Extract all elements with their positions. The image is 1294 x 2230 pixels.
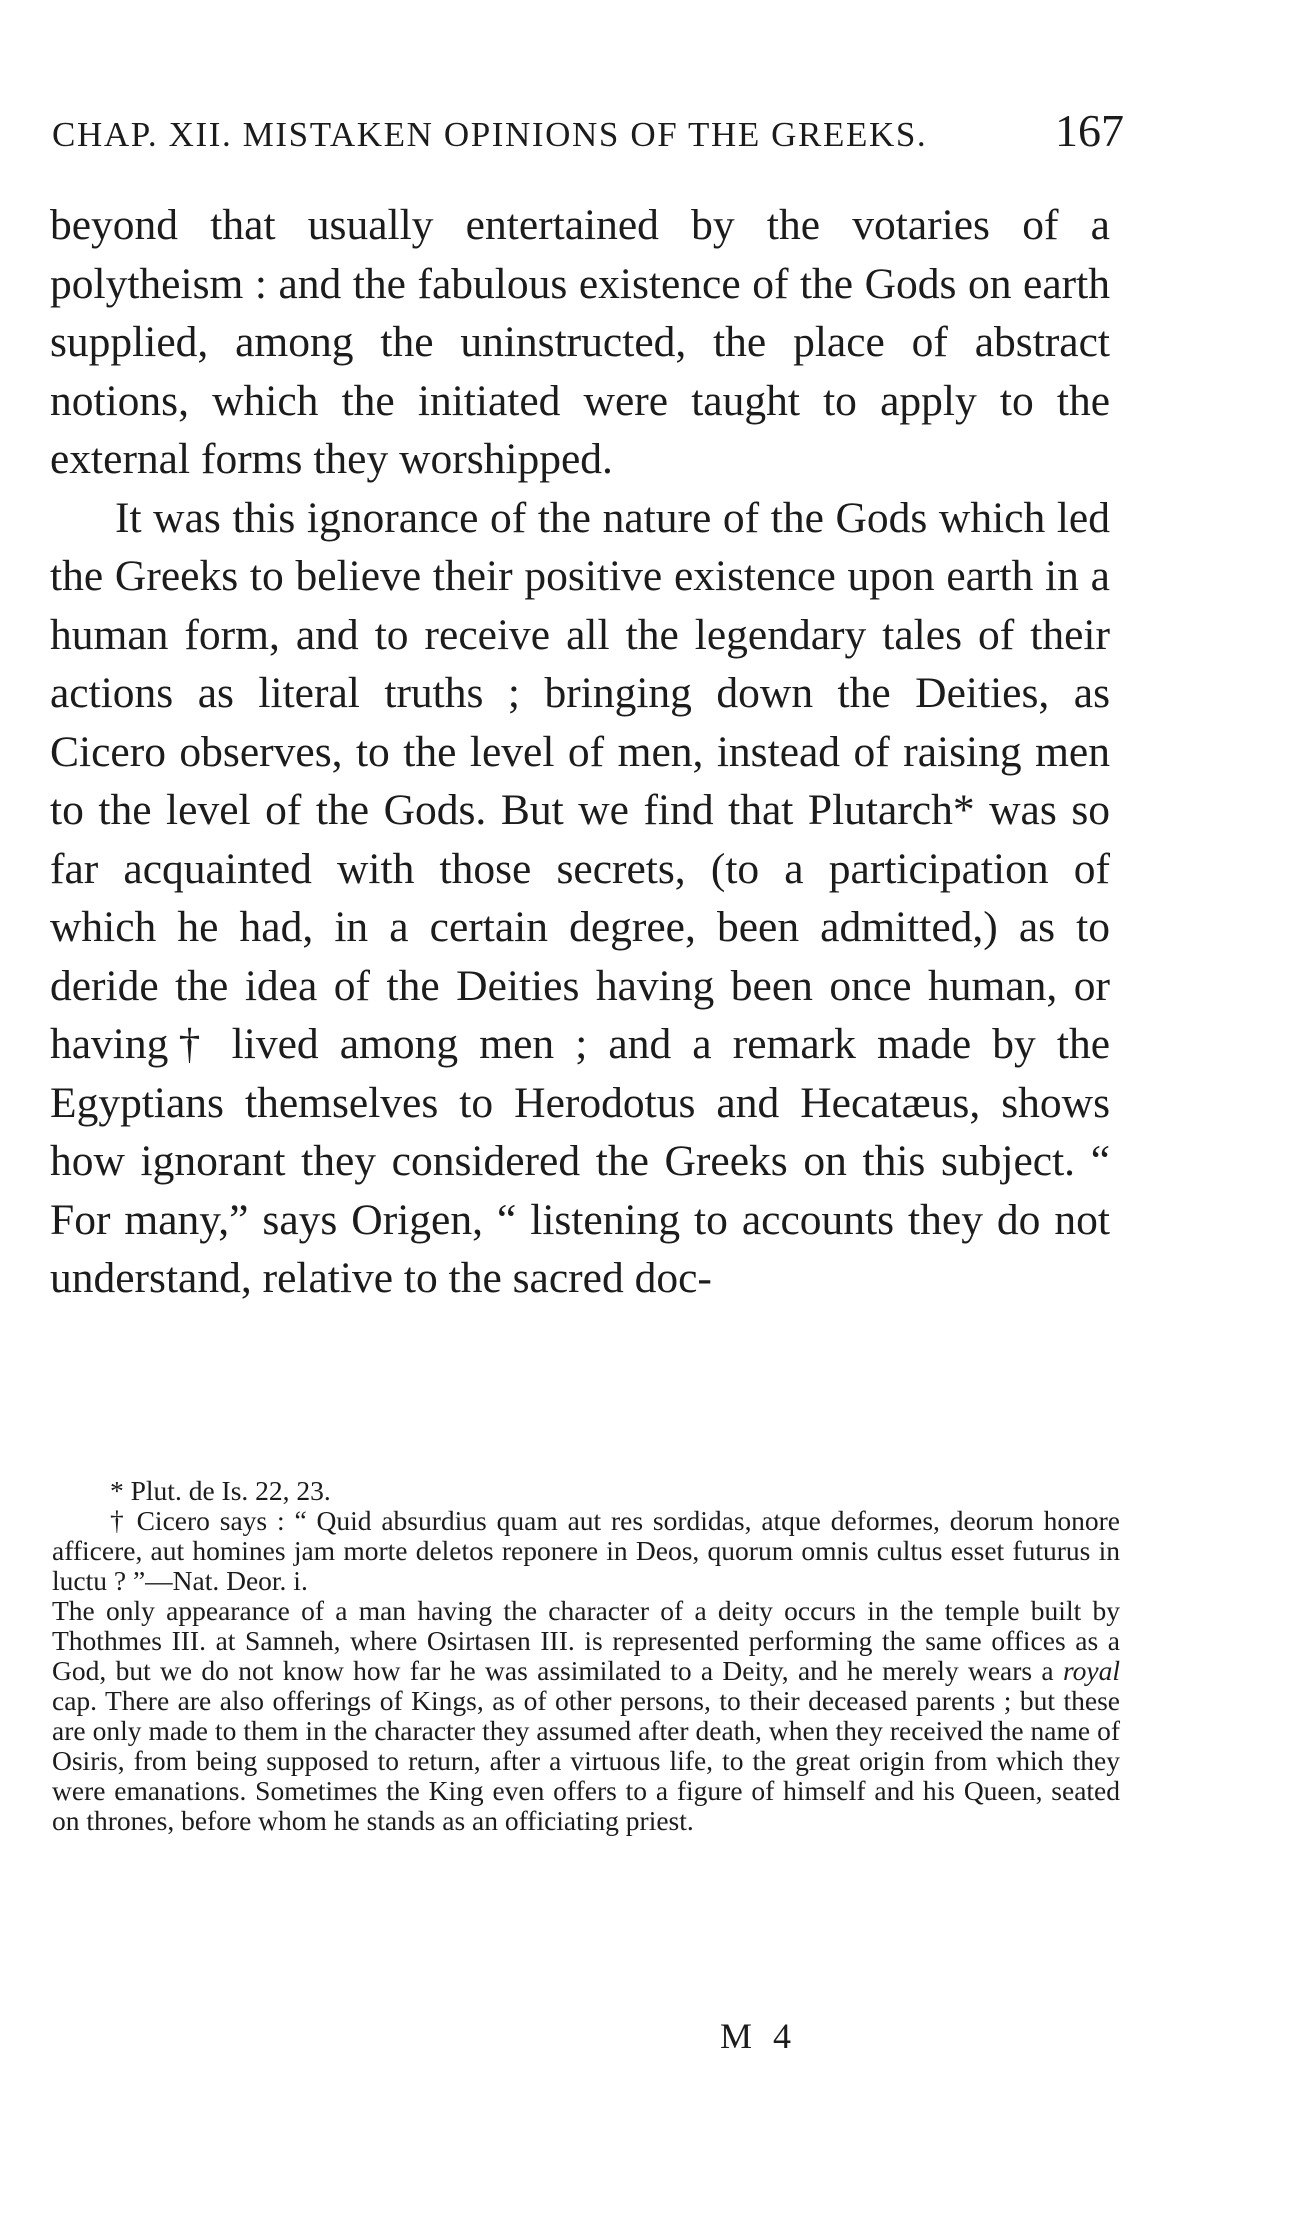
- running-title: CHAP. XII. MISTAKEN OPINIONS OF THE GREEKS.: [52, 115, 928, 154]
- footnote-asterisk: * Plut. de Is. 22, 23.: [110, 1475, 331, 1506]
- page-number: 167: [1055, 105, 1124, 156]
- paragraph: It was this ignorance of the nature of the Gods which led the Greeks to believe their positive existence upon earth in a human form, and to receive all the legendary tales of their actions as literal truths ; bringing down the Deities, as Cicero observes, to the level of men, instead of raising men to the level of the Gods. But we find that Plutarch* was so far acquainted with those secrets, (to a participation of which he had, in a certain degree, been admitted,) as to deride the idea of the Deities having been once human, or having† lived among men ; and a remark made by the Egyptians themselves to Herodotus and Hecatæus, shows how ignorant they considered the Greeks on this subject. “ For many,” says Origen, “ listening to accounts they do not understand, relative to the sacred doc-: [50, 493, 1110, 1302]
- running-head: [52, 105, 1124, 168]
- signature-mark: M 4: [720, 2016, 798, 2056]
- footnote-text: The only appearance of a man having the character of a deity occurs in the temple built by Thothmes III. at Samneh, where Osirtasen III. is represented performing the same offices as a God, but we do not know how far he was assimilated to a Deity, and he merely wears a: [52, 1595, 1120, 1686]
- footnote-italic-word: royal: [1062, 1655, 1120, 1686]
- paragraph-continued: beyond that usually entertained by the votaries of a polytheism : and the fabulous existence of the Gods on earth supplied, among the uninstructed, the place of abstract notions, which the initiated were taught to apply to the external forms they worshipped.: [50, 201, 1110, 483]
- footnotes: [52, 1476, 1120, 1836]
- footnote-dagger-continued: [52, 1596, 1120, 1836]
- footnote-text: cap. There are also offerings of Kings, as of other persons, to their deceased parents ; but these are only made to them in the character they assumed after death, when they received the name of Osiris, from being supposed to return, after a virtuous life, to the great origin from which they were emanations. Sometimes the King even offers to a figure of himself and his Queen, seated on thrones, before whom he stands as an officiating priest.: [52, 1685, 1120, 1836]
- body-text: [50, 196, 1110, 1308]
- footnote-dagger: † Cicero says : “ Quid absurdius quam aut res sordidas, atque deformes, deorum honore afficere, aut homines jam morte deletos reponere in Deos, quorum omnis cultus esset futurus in luctu ? ”—Nat. Deor. i.: [52, 1505, 1120, 1596]
